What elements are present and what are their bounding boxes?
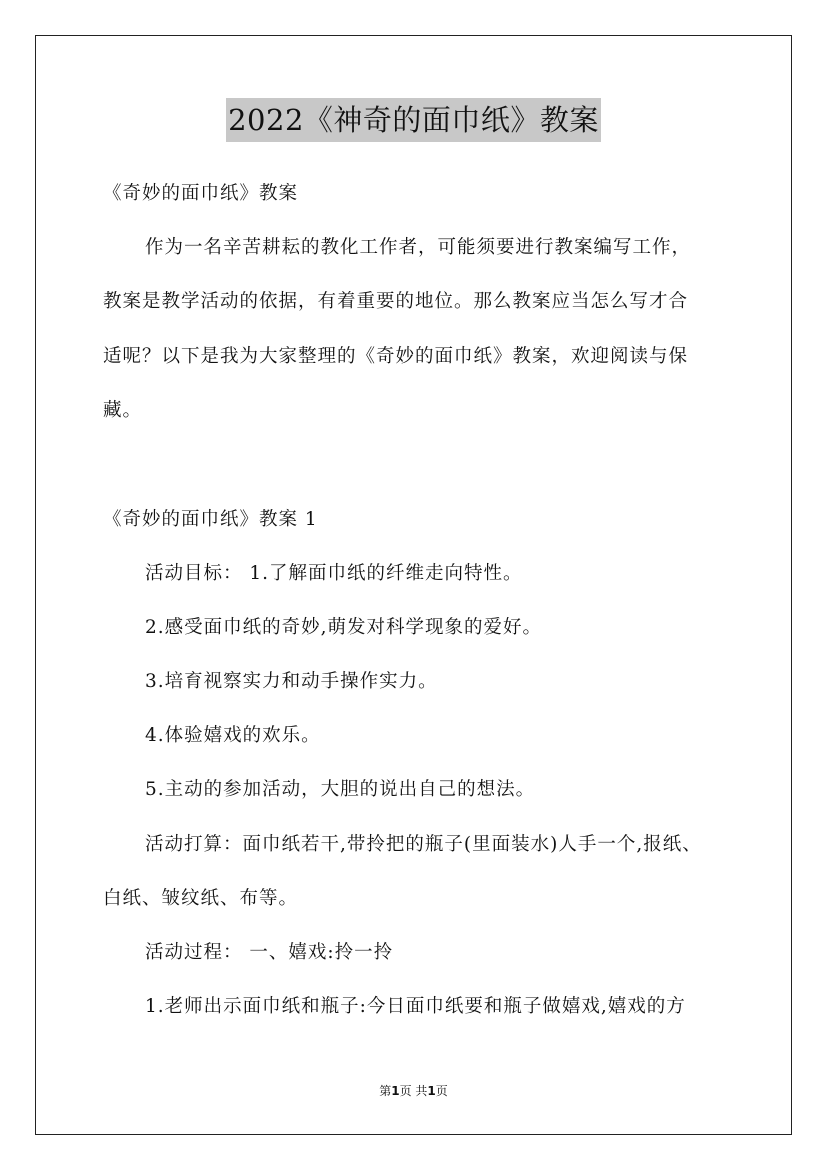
intro-paragraph-line-4: 藏。 <box>103 400 143 421</box>
document-title: 2022《神奇的面巾纸》教案 <box>226 98 601 142</box>
intro-paragraph-line-3: 适呢？以下是我为大家整理的《奇妙的面巾纸》教案，欢迎阅读与保 <box>103 346 689 367</box>
footer-total-suffix: 页 <box>435 1084 448 1098</box>
footer-page-suffix: 页 共 <box>399 1084 428 1098</box>
goal-line-4: 4.体验嬉戏的欢乐。 <box>145 725 321 746</box>
footer-page-prefix: 第 <box>379 1084 392 1098</box>
intro-paragraph-line-2: 教案是教学活动的依据，有着重要的地位。那么教案应当怎么写才合 <box>103 291 689 312</box>
page-footer <box>0 1082 827 1100</box>
preparation-line-2: 白纸、皱纹纸、布等。 <box>103 888 299 909</box>
goal-line-2: 2.感受面巾纸的奇妙,萌发对科学现象的爱好。 <box>145 617 543 638</box>
goal-line-1: 活动目标： 1.了解面巾纸的纤维走向特性。 <box>145 563 523 584</box>
footer-total-pages: 1 <box>427 1084 436 1098</box>
subtitle-line: 《奇妙的面巾纸》教案 <box>103 183 299 204</box>
process-heading: 活动过程： 一、嬉戏:拎一拎 <box>145 942 394 963</box>
title-container <box>0 98 827 142</box>
intro-paragraph-line-1: 作为一名辛苦耕耘的教化工作者，可能须要进行教案编写工作， <box>145 237 692 258</box>
footer-page-number: 1 <box>391 1084 400 1098</box>
section-heading: 《奇妙的面巾纸》教案 1 <box>103 509 318 530</box>
goal-line-3: 3.培育视察实力和动手操作实力。 <box>145 671 438 692</box>
process-line-1: 1.老师出示面巾纸和瓶子:今日面巾纸要和瓶子做嬉戏,嬉戏的方 <box>145 996 686 1017</box>
goal-line-5: 5.主动的参加活动，大胆的说出自己的想法。 <box>145 779 536 800</box>
preparation-line-1: 活动打算：面巾纸若干,带拎把的瓶子(里面装水)人手一个,报纸、 <box>145 834 702 855</box>
